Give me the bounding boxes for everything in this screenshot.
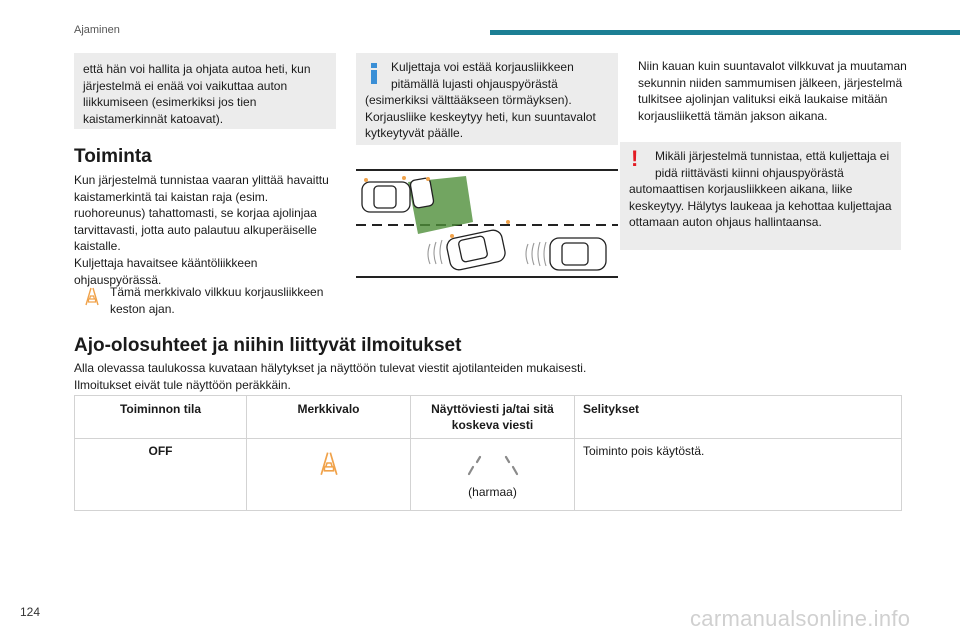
toiminta-body	[74, 172, 336, 288]
lane-correction-illustration	[356, 168, 618, 280]
toiminta-paragraph-1: Kun järjestelmä tunnistaa vaaran ylittää havaittu kaistamerkintä tai kaistan raja (esim. ruohoreunus) tahattomasti, se korjaa ajolinjaa tarvittavasti, jotta auto palautuu alkuperäiselle kaistalle.	[74, 173, 329, 254]
table-header-row	[75, 396, 902, 439]
cell-display	[411, 439, 575, 511]
info-box	[356, 53, 618, 145]
conditions-intro	[74, 360, 894, 393]
warning-box	[620, 142, 901, 250]
warning-icon: !	[631, 146, 639, 171]
cell-state: OFF	[75, 439, 247, 511]
cell-explanation: Toiminto pois käytöstä.	[575, 439, 902, 511]
indicator-note-text: Tämä merkkivalo vilkkuu korjausliikkeen keston ajan.	[110, 285, 324, 316]
lane-keep-assist-icon	[316, 450, 342, 476]
column-header-state: Toiminnon tila	[75, 396, 247, 439]
table-row	[75, 439, 902, 511]
conditions-line-1: Alla olevassa taulukossa kuvataan hälytykset ja näyttöön tulevat viestit ajotilanteiden mukaisesti.	[74, 361, 587, 375]
continued-note-text: että hän voi hallita ja ohjata autoa heti, kun järjestelmä ei enää voi vaikuttaa auton liikkumiseen (esimerkiksi jos tien kaistamerkinnät katoavat).	[83, 62, 311, 126]
right-column-text: Niin kauan kuin suuntavalot vilkkuvat ja muutaman sekunnin niiden sammumisen jälkeen, järjestelmä tulkitsee ajolinjan valituksi eikä laukaise mitään korjausliikettä tämän jakson aikana.	[638, 59, 907, 123]
conditions-line-2: Ilmoitukset eivät tule näyttöön peräkkäin.	[74, 377, 291, 392]
warning-text: Mikäli järjestelmä tunnistaa, että kuljettaja ei pidä riittävästi kiinni ohjauspyörästä automaattisen korjausliikkeen aikana, liike keskeytyy. Hälytys laukeaa ja kehottaa kuljettajaa ottamaan auton ohjaus hallintaansa.	[629, 149, 892, 230]
lane-lines-icon	[458, 452, 528, 478]
section-accent-bar	[490, 30, 960, 35]
info-icon	[365, 59, 387, 87]
display-color-label: (harmaa)	[468, 485, 517, 499]
indicator-note	[82, 284, 342, 317]
watermark: carmanualsonline.info	[690, 606, 911, 631]
toiminta-paragraph-2: Kuljettaja havaitsee kääntöliikkeen ohjauspyörässä.	[74, 255, 258, 287]
status-table	[74, 395, 902, 511]
cell-lamp	[247, 439, 411, 511]
conditions-heading: Ajo-olosuhteet ja niihin liittyvät ilmoitukset	[74, 335, 462, 356]
page-number: 124	[20, 605, 41, 619]
column-header-lamp: Merkkivalo	[247, 396, 411, 439]
continued-note-box	[74, 53, 336, 129]
toiminta-heading: Toiminta	[74, 146, 152, 167]
lane-keep-assist-icon	[82, 286, 102, 306]
column-header-explanation: Selitykset	[575, 396, 902, 439]
section-title: Ajaminen	[74, 24, 120, 36]
column-header-display: Näyttöviesti ja/tai sitä koskeva viesti	[411, 396, 575, 439]
info-text: Kuljettaja voi estää korjausliikkeen pitämällä lujasti ohjauspyörästä (esimerkiksi välttääkseen törmäyksen). Korjausliike keskeytyy heti, kun suuntavalot kytkeytyvät päälle.	[365, 60, 596, 141]
